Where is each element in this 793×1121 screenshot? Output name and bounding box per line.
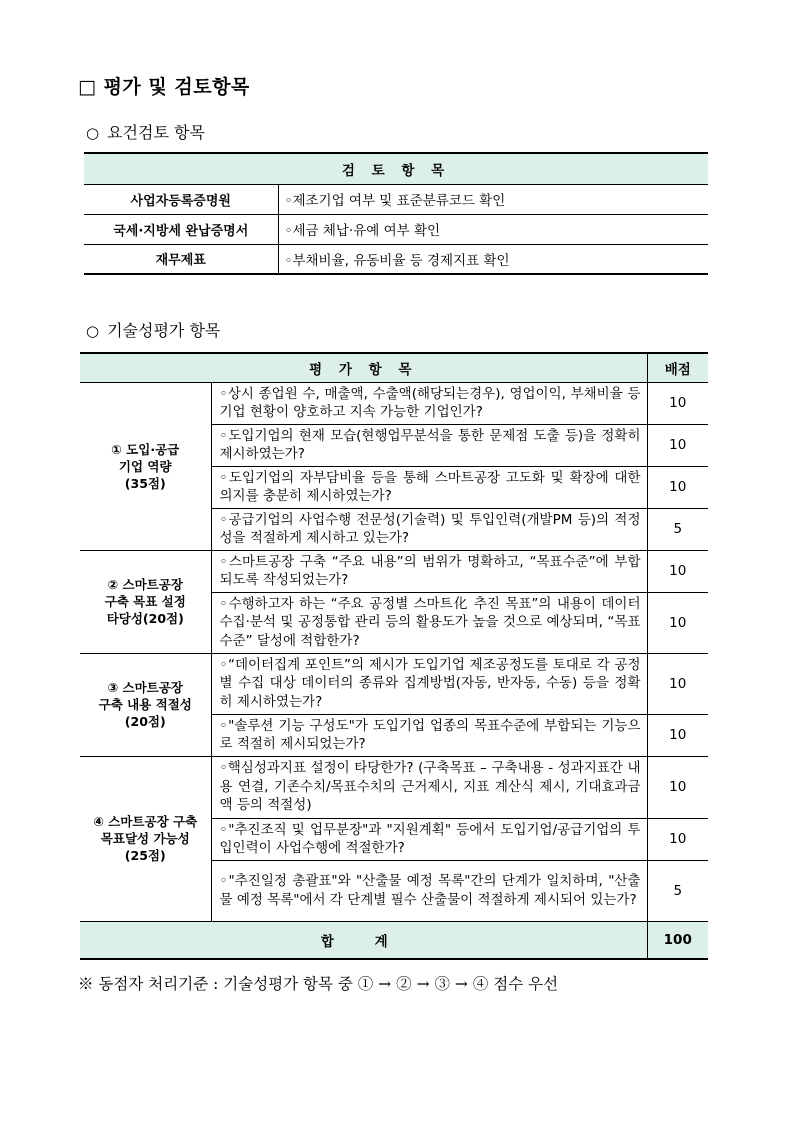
category-line: ① 도입·공급	[111, 441, 180, 457]
circle-bullet-icon: ○	[86, 322, 100, 340]
requirements-header: 검 토 항 목	[84, 153, 708, 184]
item-score: 5	[647, 508, 708, 550]
evaluation-table	[80, 352, 708, 960]
category-line: (20점)	[124, 714, 166, 729]
row-value: ◦제조기업 여부 및 표준분류코드 확인	[278, 184, 708, 214]
requirements-table	[84, 152, 708, 275]
item-score: 10	[647, 714, 708, 756]
item-text: ◦도입기업의 현재 모습(현행업무분석을 통한 문제점 도출 등)을 정확히 제시하였는가?	[211, 424, 647, 466]
section-title: □ 평가 및 검토항목	[78, 76, 250, 98]
circle-bullet-icon: ○	[86, 124, 100, 142]
item-score: 5	[647, 860, 708, 921]
item-text: ◦도입기업의 자부담비율 등을 통해 스마트공장 고도화 및 확장에 대한 의지를 충분히 제시하였는가?	[211, 466, 647, 508]
category-line: (35점)	[124, 475, 166, 491]
item-score: 10	[647, 550, 708, 592]
item-score: 10	[647, 424, 708, 466]
category-line: ④ 스마트공장 구축	[93, 814, 198, 829]
requirements-subtitle-text: 요건검토 항목	[107, 123, 205, 142]
row-value: ◦부채비율, 유동비율 등 경제지표 확인	[278, 244, 708, 274]
row-label: 재무제표	[84, 244, 278, 274]
evaluation-subtitle-text: 기술성평가 항목	[107, 321, 221, 340]
total-label: 합 계	[80, 921, 647, 959]
table-row	[80, 382, 708, 424]
category-line: 목표달성 가능성	[100, 831, 190, 846]
row-label: 국세·지방세 완납증명서	[84, 214, 278, 244]
table-row	[84, 184, 708, 214]
requirements-subtitle	[86, 120, 205, 143]
item-text: ◦스마트공장 구축 “주요 내용”의 범위가 명확하고, “목표수준”에 부합되도록 작성되었는가?	[211, 550, 647, 592]
total-value: 100	[647, 921, 708, 959]
item-text: ◦공급기업의 사업수행 전문성(기술력) 및 투입인력(개발PM 등)의 적정성을 적절하게 제시하고 있는가?	[211, 508, 647, 550]
category-cell	[80, 550, 211, 653]
footnote: ※ 동점자 처리기준 : 기술성평가 항목 중 ① → ② → ③ → ④ 점수 우선	[78, 975, 559, 993]
category-line: 기업 역량	[118, 458, 172, 474]
category-cell	[80, 756, 211, 921]
item-score: 10	[647, 756, 708, 818]
row-value: ◦세금 체납·유예 여부 확인	[278, 214, 708, 244]
category-cell	[80, 382, 211, 550]
item-text: ◦"추진조직 및 업무분장"과 "지원계획" 등에서 도입기업/공급기업의 투입인력이 사업수행에 적절한가?	[211, 818, 647, 860]
evaluation-header-score: 배점	[647, 353, 708, 382]
item-text: ◦"솔루션 기능 구성도"가 도입기업 업종의 목표수준에 부합되는 기능으로 적절히 제시되었는가?	[211, 714, 647, 756]
evaluation-header-items: 평 가 항 목	[80, 353, 647, 382]
item-score: 10	[647, 382, 708, 424]
category-line: ③ 스마트공장	[107, 680, 183, 695]
total-row	[80, 921, 708, 959]
table-row	[80, 550, 708, 592]
item-score: 10	[647, 466, 708, 508]
item-score: 10	[647, 592, 708, 653]
row-label: 사업자등록증명원	[84, 184, 278, 214]
category-line: ② 스마트공장	[107, 577, 183, 592]
table-row	[80, 653, 708, 714]
table-row	[84, 244, 708, 274]
item-text: ◦"추진일정 총괄표"와 "산출물 예정 목록"간의 단계가 일치하며, "산출물 예정 목록"에서 각 단계별 필수 산출물이 적절하게 제시되어 있는가?	[211, 860, 647, 921]
category-cell	[80, 653, 211, 756]
category-line: (25점)	[124, 848, 166, 863]
item-text: ◦수행하고자 하는 “주요 공정별 스마트化 추진 목표”의 내용이 데이터 수집·분석 및 공정통합 관리 등의 활용도가 높을 것으로 예상되며, “목표수준” 달성에 적합한가?	[211, 592, 647, 653]
category-line: 구축 내용 적절성	[98, 697, 192, 712]
item-text: ◦상시 종업원 수, 매출액, 수출액(해당되는경우), 영업이익, 부채비율 등 기업 현황이 양호하고 지속 가능한 기업인가?	[211, 382, 647, 424]
category-line: 구축 목표 설정	[104, 594, 186, 609]
category-line: 타당성(20점)	[106, 611, 184, 626]
table-row	[84, 214, 708, 244]
item-text: ◦“데이터집계 포인트”의 제시가 도입기업 제조공정도를 토대로 각 공정별 수집 대상 데이터의 종류와 집계방법(자동, 반자동, 수동) 등을 정확히 제시하였는가?	[211, 653, 647, 714]
item-score: 10	[647, 653, 708, 714]
evaluation-subtitle	[86, 318, 220, 341]
item-score: 10	[647, 818, 708, 860]
table-row	[80, 756, 708, 818]
item-text: ◦핵심성과지표 설정이 타당한가? (구축목표 – 구축내용 - 성과지표간 내용 연결, 기존수치/목표수치의 근거제시, 지표 계산식 제시, 기대효과금액 등의 적절성)	[211, 756, 647, 818]
